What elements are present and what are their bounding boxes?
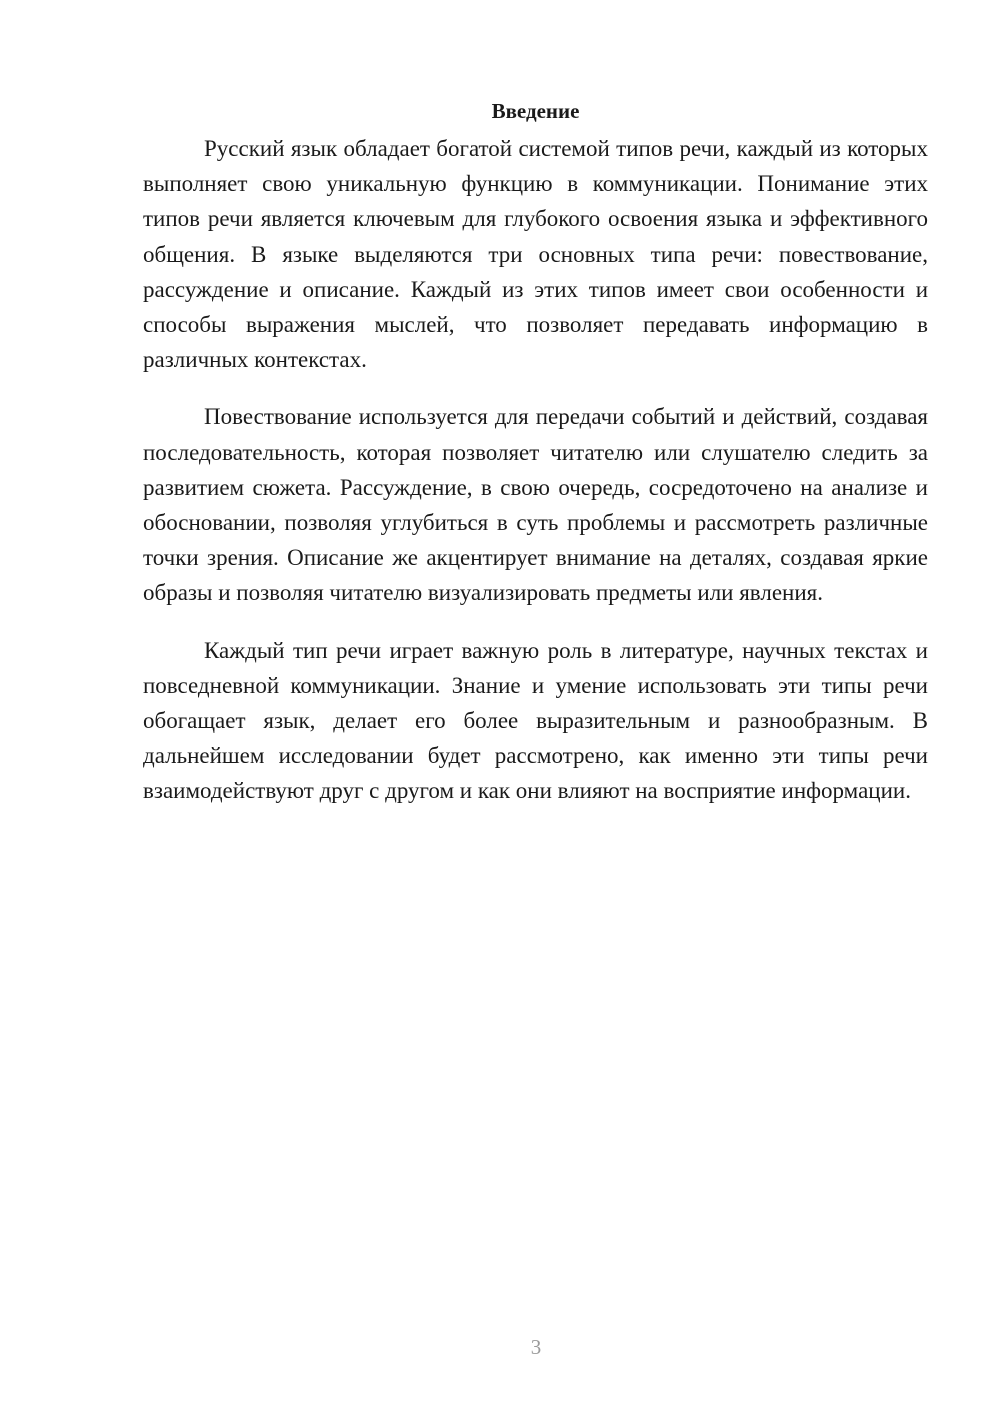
paragraph-3: Каждый тип речи играет важную роль в литературе, научных текстах и повседневной коммуникации. Знание и умение использовать эти типы речи обогащает язык, делает его более выразительным и разнообразным. В дальнейшем исследовании будет рассмотрено, как именно эти типы речи взаимодействуют друг с другом и как они влияют на восприятие информации.: [143, 637, 928, 804]
paragraph-1: Русский язык обладает богатой системой типов речи, каждый из которых выполняет свою уникальную функцию в коммуникации. Понимание этих типов речи является ключевым для глубокого освоения языка и эффективного общения. В языке выделяются три основных типа речи: повествование, рассуждение и описание. Каждый из этих типов имеет свои особенности и способы выражения мыслей, что позволяет передавать информацию в различных контекстах.: [143, 136, 928, 373]
page-number: 3: [530, 1335, 542, 1359]
page-content: [143, 95, 928, 831]
paragraph-2: Повествование используется для передачи событий и действий, создавая последовательность, которая позволяет читателю или слушателю следить за развитием сюжета. Рассуждение, в свою очередь, сосредоточено на анализе и обосновании, позволяя углубиться в суть проблемы и рассмотреть различные точки зрения. Описание же акцентирует внимание на деталях, создавая яркие образы и позволяя читателю визуализировать предметы или явления.: [143, 404, 928, 606]
section-heading: Введение: [491, 99, 580, 123]
